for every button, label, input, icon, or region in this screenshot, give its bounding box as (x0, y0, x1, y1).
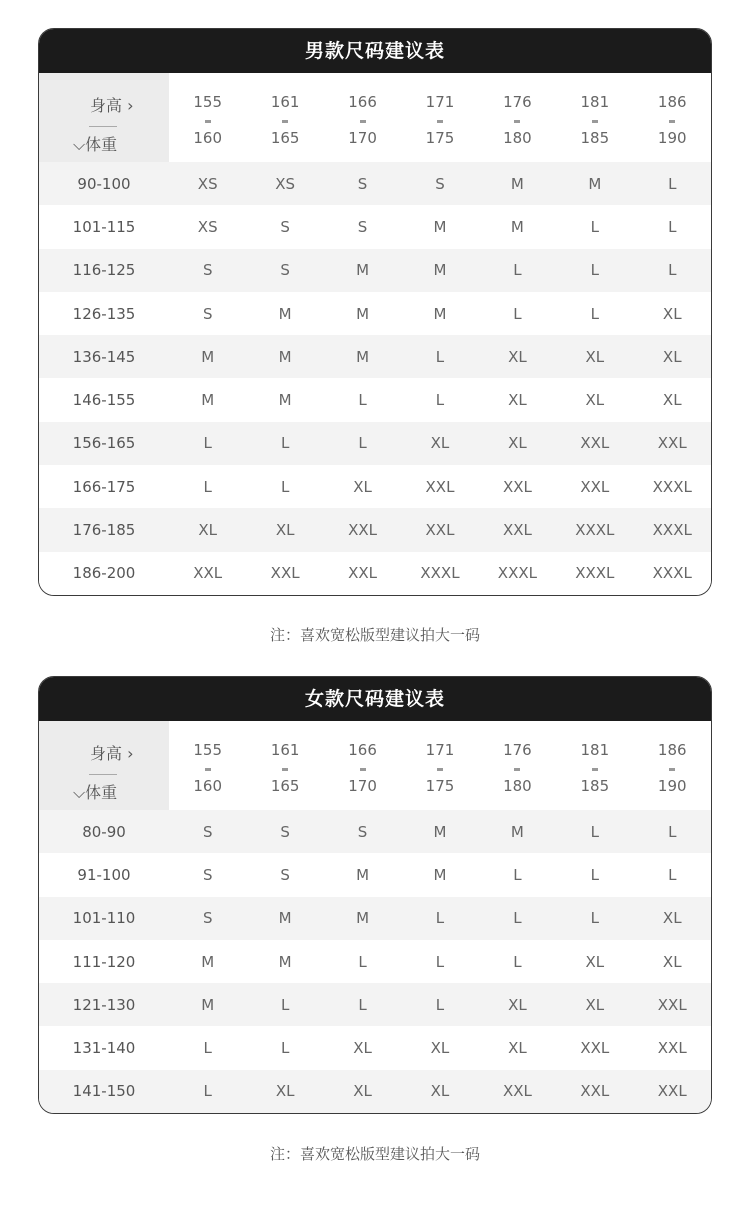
height-range-end: 160 (193, 777, 223, 795)
weight-range-cell: 176-185 (72, 521, 136, 540)
height-range-start: 155 (193, 741, 223, 759)
size-cell: XXL (425, 521, 455, 540)
height-range-end: 185 (580, 129, 610, 147)
weight-range-cell: 186-200 (72, 564, 136, 583)
corner-divider (89, 774, 117, 775)
height-column-header (169, 721, 246, 810)
womens-corner-cell (39, 721, 169, 810)
size-cell: XXL (580, 477, 610, 496)
size-cell: XL (662, 391, 682, 410)
size-cell: XXL (657, 434, 687, 453)
size-cell: L (513, 909, 522, 928)
weight-range-cell: 141-150 (72, 1082, 136, 1101)
table-row (39, 205, 711, 248)
size-cell: L (203, 1082, 212, 1101)
range-dash (360, 120, 366, 123)
height-axis-label: 身高 › (90, 96, 134, 115)
height-range-end: 190 (657, 129, 687, 147)
height-range-end: 170 (348, 777, 377, 795)
size-cell: M (510, 217, 524, 236)
size-cell: XXL (425, 477, 455, 496)
womens-size-table (38, 676, 712, 1114)
size-cell: XXL (580, 1039, 610, 1058)
mens-table-title: 男款尺码建议表 (39, 29, 711, 73)
size-cell: L (280, 477, 290, 496)
size-cell: XL (585, 347, 605, 366)
size-cell: M (433, 217, 447, 236)
weight-axis-label: ⌵体重 (73, 135, 118, 154)
size-cell: S (280, 865, 290, 884)
size-cell: S (435, 174, 445, 193)
size-cell: M (356, 347, 370, 366)
height-range-start: 171 (425, 741, 455, 759)
weight-range-cell: 111-120 (72, 952, 136, 971)
weight-range-cell: 80-90 (82, 822, 126, 841)
height-column-header (246, 721, 323, 810)
size-cell: S (357, 217, 368, 236)
weight-range-cell: 146-155 (72, 391, 136, 410)
size-cell: L (435, 995, 445, 1014)
size-cell: XL (275, 521, 295, 540)
size-cell: L (590, 909, 599, 928)
height-range-end: 180 (503, 129, 532, 147)
range-dash (437, 120, 443, 123)
size-cell: XL (585, 995, 605, 1014)
height-column-header (634, 73, 711, 162)
table-row (39, 508, 711, 551)
height-column-header (324, 721, 401, 810)
size-cell: XL (508, 347, 527, 366)
size-cell: M (356, 304, 370, 323)
size-cell: XL (508, 434, 527, 453)
size-cell: M (201, 952, 215, 971)
range-dash (205, 768, 211, 771)
size-cell: XL (353, 477, 372, 496)
size-cell: XXXL (420, 564, 460, 583)
mens-size-note: 注：喜欢宽松版型建议拍大一码 (269, 626, 480, 644)
size-cell: M (510, 174, 524, 193)
table-row (39, 983, 711, 1026)
weight-range-cell: 131-140 (72, 1039, 136, 1058)
range-dash (514, 120, 520, 123)
size-cell: XXL (502, 521, 532, 540)
table-row (39, 1070, 711, 1113)
size-cell: L (668, 822, 677, 841)
size-cell: XL (585, 952, 605, 971)
size-cell: XXXL (652, 564, 692, 583)
height-range-end: 165 (270, 777, 300, 795)
height-column-header (401, 721, 478, 810)
weight-range-cell: 121-130 (72, 995, 136, 1014)
size-cell: M (356, 909, 370, 928)
weight-range-cell: 101-115 (72, 217, 136, 236)
size-cell: XL (662, 304, 682, 323)
table-row (39, 465, 711, 508)
size-cell: XXXL (575, 521, 615, 540)
size-cell: M (588, 174, 602, 193)
mens-header-row (39, 73, 711, 162)
size-cell: XL (430, 434, 450, 453)
size-cell: L (280, 1039, 290, 1058)
weight-range-cell: 136-145 (72, 347, 136, 366)
weight-range-cell: 116-125 (72, 261, 136, 280)
height-range-start: 166 (348, 741, 377, 759)
height-range-start: 186 (657, 741, 687, 759)
size-cell: L (668, 261, 677, 280)
size-cell: L (358, 995, 367, 1014)
size-cell: XL (662, 347, 682, 366)
table-row (39, 1026, 711, 1069)
weight-range-cell: 101-110 (72, 909, 136, 928)
size-cell: M (278, 304, 292, 323)
weight-axis-label: ⌵体重 (73, 783, 118, 802)
height-column-header (169, 73, 246, 162)
size-cell: S (357, 174, 368, 193)
height-range-start: 161 (270, 741, 300, 759)
size-cell: XXL (502, 477, 532, 496)
size-cell: XXXL (497, 564, 537, 583)
size-cell: S (280, 261, 290, 280)
table-row (39, 378, 711, 421)
table-row (39, 897, 711, 940)
size-cell: XL (275, 1082, 295, 1101)
size-cell: L (358, 434, 367, 453)
size-cell: XL (585, 391, 605, 410)
range-dash (514, 768, 520, 771)
height-range-end: 160 (193, 129, 223, 147)
size-cell: L (590, 261, 599, 280)
size-cell: M (278, 952, 292, 971)
range-dash (282, 120, 288, 123)
table-row (39, 552, 711, 595)
height-range-end: 170 (348, 129, 377, 147)
size-cell: L (513, 952, 522, 971)
height-column-header (246, 73, 323, 162)
height-range-end: 190 (657, 777, 687, 795)
size-cell: XL (508, 391, 527, 410)
height-range-start: 181 (580, 741, 610, 759)
size-cell: XL (508, 1039, 527, 1058)
size-cell: L (280, 995, 290, 1014)
womens-size-note: 注：喜欢宽松版型建议拍大一码 (269, 1145, 480, 1163)
size-cell: S (202, 865, 213, 884)
size-cell: L (203, 434, 212, 453)
height-column-header (556, 73, 633, 162)
weight-range-cell: 91-100 (77, 865, 131, 884)
height-range-end: 185 (580, 777, 610, 795)
height-column-header (479, 721, 556, 810)
size-cell: L (668, 865, 677, 884)
mens-size-table (38, 28, 712, 596)
size-cell: XXL (657, 1082, 687, 1101)
table-row (39, 940, 711, 983)
size-cell: XXL (657, 1039, 687, 1058)
height-column-header (556, 721, 633, 810)
size-cell: L (513, 304, 522, 323)
height-range-start: 171 (425, 93, 455, 111)
size-cell: XS (275, 174, 296, 193)
size-cell: L (203, 477, 212, 496)
height-range-end: 175 (425, 129, 455, 147)
table-row (39, 249, 711, 292)
size-cell: M (433, 822, 447, 841)
size-cell: XS (197, 174, 218, 193)
size-cell: XXL (270, 564, 300, 583)
weight-range-cell: 166-175 (72, 477, 136, 496)
size-cell: XXL (580, 1082, 610, 1101)
size-cell: M (356, 865, 370, 884)
size-cell: L (435, 391, 445, 410)
size-cell: M (433, 865, 447, 884)
height-column-header (401, 73, 478, 162)
weight-range-cell: 90-100 (77, 174, 131, 193)
size-cell: L (590, 217, 599, 236)
size-cell: M (356, 261, 370, 280)
size-cell: XL (662, 909, 682, 928)
height-range-start: 161 (270, 93, 300, 111)
size-cell: L (513, 261, 522, 280)
height-range-start: 166 (348, 93, 377, 111)
corner-divider (89, 126, 117, 127)
womens-table-body (39, 810, 711, 1113)
size-cell: S (202, 909, 213, 928)
size-cell: M (433, 261, 447, 280)
height-range-start: 176 (503, 93, 532, 111)
size-cell: S (202, 304, 213, 323)
range-dash (669, 768, 675, 771)
size-cell: XXL (348, 564, 378, 583)
range-dash (205, 120, 211, 123)
size-cell: M (510, 822, 524, 841)
mens-corner-cell (39, 73, 169, 162)
size-cell: L (590, 865, 599, 884)
size-cell: XL (430, 1039, 450, 1058)
size-cell: XL (508, 995, 527, 1014)
table-row (39, 335, 711, 378)
size-cell: S (202, 822, 213, 841)
height-range-start: 155 (193, 93, 223, 111)
range-dash (360, 768, 366, 771)
size-cell: S (280, 822, 290, 841)
size-cell: L (435, 952, 445, 971)
size-cell: M (278, 347, 292, 366)
size-cell: XXXL (575, 564, 615, 583)
table-row (39, 422, 711, 465)
size-cell: XXL (580, 434, 610, 453)
height-range-end: 165 (270, 129, 300, 147)
womens-header-row (39, 721, 711, 810)
size-cell: L (513, 865, 522, 884)
height-column-header (634, 721, 711, 810)
size-cell: XL (662, 952, 682, 971)
size-cell: XXXL (652, 477, 692, 496)
size-cell: S (202, 261, 213, 280)
size-cell: L (435, 347, 445, 366)
womens-table-title: 女款尺码建议表 (39, 677, 711, 721)
size-cell: M (201, 347, 215, 366)
range-dash (437, 768, 443, 771)
size-cell: M (201, 391, 215, 410)
size-cell: XXL (193, 564, 223, 583)
size-cell: XXL (657, 995, 687, 1014)
height-range-start: 181 (580, 93, 610, 111)
size-cell: L (590, 822, 599, 841)
size-cell: XL (430, 1082, 450, 1101)
size-cell: XS (197, 217, 218, 236)
size-cell: M (278, 909, 292, 928)
height-range-end: 180 (503, 777, 532, 795)
range-dash (592, 768, 598, 771)
size-cell: L (358, 391, 367, 410)
height-axis-label: 身高 › (90, 744, 134, 763)
size-cell: S (280, 217, 290, 236)
size-cell: L (280, 434, 290, 453)
size-cell: M (278, 391, 292, 410)
table-row (39, 162, 711, 205)
range-dash (669, 120, 675, 123)
table-row (39, 810, 711, 853)
size-cell: M (433, 304, 447, 323)
size-cell: L (203, 1039, 212, 1058)
height-range-start: 176 (503, 741, 532, 759)
size-cell: S (357, 822, 368, 841)
mens-table-body (39, 162, 711, 595)
height-column-header (324, 73, 401, 162)
weight-range-cell: 156-165 (72, 434, 136, 453)
height-range-end: 175 (425, 777, 455, 795)
size-cell: L (358, 952, 367, 971)
size-cell: XXL (502, 1082, 532, 1101)
size-cell: XL (353, 1039, 372, 1058)
size-cell: XXXL (652, 521, 692, 540)
size-cell: XL (198, 521, 218, 540)
height-range-start: 186 (657, 93, 687, 111)
size-cell: XXL (348, 521, 378, 540)
size-cell: L (590, 304, 599, 323)
table-row (39, 292, 711, 335)
range-dash (592, 120, 598, 123)
range-dash (282, 768, 288, 771)
table-row (39, 853, 711, 896)
size-cell: XL (353, 1082, 372, 1101)
size-cell: L (435, 909, 445, 928)
size-cell: M (201, 995, 215, 1014)
size-cell: L (668, 174, 677, 193)
weight-range-cell: 126-135 (72, 304, 136, 323)
height-column-header (479, 73, 556, 162)
size-cell: L (668, 217, 677, 236)
